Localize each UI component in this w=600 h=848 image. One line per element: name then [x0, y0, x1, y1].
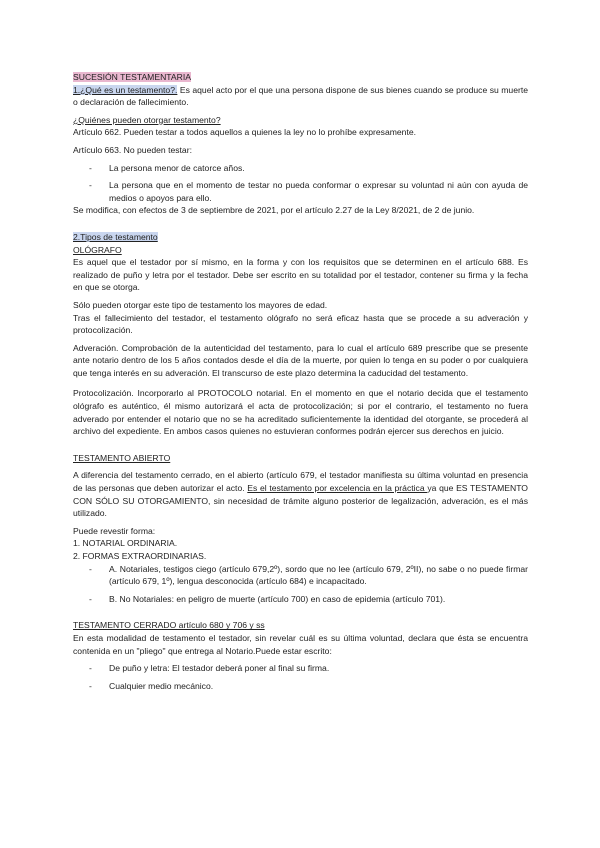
cerrado-list: [73, 662, 528, 692]
document-content: [73, 71, 528, 692]
subsection-testamento-cerrado: TESTAMENTO CERRADO artículo 680 y 706 y ss: [73, 620, 265, 631]
article-662: Artículo 662. Pueden testar a todos aquellos a quienes la ley no lo prohíbe expresamente.: [73, 127, 417, 138]
cerrado-paragraph: En esta modalidad de testamento el testador, sin revelar cuál es su última voluntad, declara que ésta se encuentra contenida en un "pliego" que entrega al Notario.Puede estar escrito:: [73, 632, 528, 656]
subsection-testamento-abierto: TESTAMENTO ABIERTO: [73, 452, 171, 463]
olografo-efficacy: Tras el fallecimiento del testador, el testamento ológrafo no será eficaz hasta que se procede a su adveración y protocolización.: [73, 312, 528, 336]
section-title-sucesion: SUCESIÓN TESTAMENTARIA: [73, 72, 191, 82]
list-item: - Cualquier medio mecánico.: [73, 680, 528, 693]
extraordinary-forms-list: [73, 563, 528, 606]
subsection-olografo: OLÓGRAFO: [73, 244, 122, 255]
forms-intro: Puede revestir forma:: [73, 525, 156, 536]
list-item: - A. Notariales, testigos ciego (artículo 679,2º), sordo que no lee (artículo 679, 2ºII), no sabe o no puede firmar (artículo 679, 1º), lengua desconocida (artículo 684) e incapacitado.: [73, 563, 528, 588]
modification-note: Se modifica, con efectos de 3 de septiembre de 2021, por el artículo 2.27 de la Ley 8/2021, de 2 de junio.: [73, 205, 475, 216]
question-who-can-testify: ¿Quiénes pueden otorgar testamento?: [73, 114, 221, 125]
form-notarial-ordinaria: 1. NOTARIAL ORDINARIA.: [73, 538, 178, 549]
olografo-age: Sólo pueden otorgar este tipo de testamento los mayores de edad.: [73, 299, 328, 310]
article-663: Artículo 663. No pueden testar:: [73, 144, 192, 155]
question-answer: Es aquel acto por el que una persona dispone de sus bienes cuando se produce su muerte o declaración de fallecimiento.: [73, 84, 528, 108]
list-item: - De puño y letra: El testador deberá poner al final su firma.: [73, 662, 528, 675]
protocolizacion-paragraph: Protocolización. Incorporarlo al PROTOCOLO notarial. En el momento en que el notario decida que el testamento ológrafo es auténtico, él mismo autorizará el acta de protocolización; si por el contrario, el testamento no fuera adverado por entender el notario que no se ha acreditado suficientemente la identidad del otorgante, se procederá al archivo del expediente. En ambos casos quienes no estuvieran conformes podrán ejercer sus derechos en juicio.: [73, 388, 528, 437]
abierto-paragraph: A diferencia del testamento cerrado, en el abierto (artículo 679, el testador manifiesta su última voluntad en presencia de las personas que deben autorizar el acto. Es el testamento por excelencia en la práctica ya que ES TESTAMENTO CON SÓLO SU OTORGAMIENTO, sin necesidad de trámite alguno posterior de legalización, adveración, es el más utilizado.: [73, 470, 528, 519]
olografo-definition: Es aquel que el testador por sí mismo, en la forma y con los requisitos que se determinen en el artículo 688. Es realizado de puño y letra por el testador. Debe ser escrito en su totalidad por el testador, contener su firma y la fecha en que se otorga.: [73, 257, 528, 293]
adveracion-paragraph: Adveración. Comprobación de la autenticidad del testamento, para lo cual el artículo 689 prescribe que se presente ante notario dentro de los 5 años contados desde el día de la muerte, por quien lo tenga en su poder o por cualquiera que tenga interés en su adveración. El transcurso de este plazo determina la caducidad del testamento.: [73, 342, 528, 378]
section-title-tipos: 2.Tipos de testamento: [73, 231, 158, 242]
question-label: 1.¿Qué es un testamento?.: [73, 84, 178, 95]
article-663-list: [73, 162, 528, 205]
list-item: - B. No Notariales: en peligro de muerte (artículo 700) en caso de epidemia (artículo 701).: [73, 593, 528, 606]
form-extraordinarias: 2. FORMAS EXTRAORDINARIAS.: [73, 551, 207, 561]
list-item: - La persona que en el momento de testar no pueda conformar o expresar su voluntad ni aún con ayuda de medios o apoyos para ello.: [73, 179, 528, 204]
question-what-is-testament: [73, 84, 528, 109]
list-item: - La persona menor de catorce años.: [73, 162, 528, 175]
